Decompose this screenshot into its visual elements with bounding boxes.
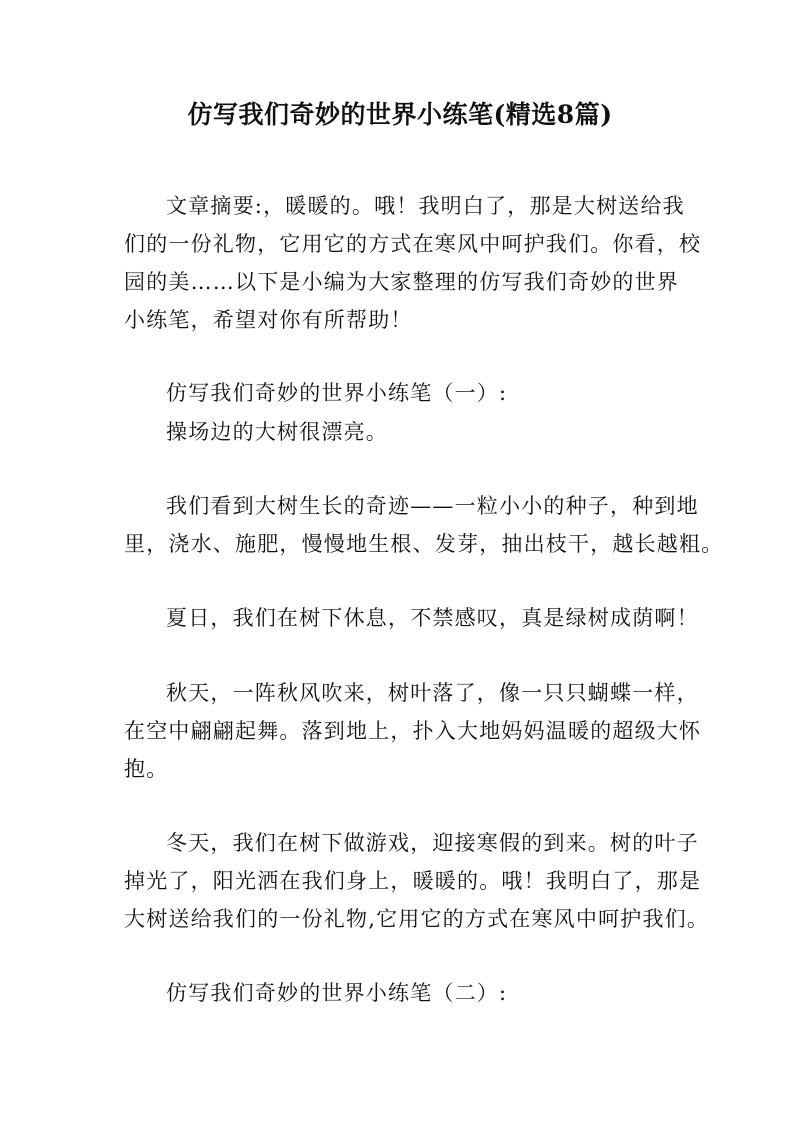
summary-line-4: 小练笔，希望对你有所帮助！ <box>124 308 413 332</box>
document-title: 仿写我们奇妙的世界小练笔(精选8篇) <box>187 100 613 129</box>
summary-line-3: 园的美……以下是小编为大家整理的仿写我们奇妙的世界 <box>124 270 679 294</box>
paragraph-line: 抱。 <box>124 757 169 781</box>
section-heading-2: 仿写我们奇妙的世界小练笔（二）: <box>166 981 508 1005</box>
summary-line-2: 们的一份礼物，它用它的方式在寒风中呵护我们。你看，校 <box>124 232 702 256</box>
paragraph-line: 掉光了，阳光洒在我们身上，暖暖的。哦！我明白了，那是 <box>124 869 702 893</box>
section-heading-1: 仿写我们奇妙的世界小练笔（一）: <box>166 381 508 405</box>
paragraph-line: 里，浇水、施肥，慢慢地生根、发芽，抽出枝干，越长越粗。 <box>124 532 724 556</box>
paragraph-line: 我们看到大树生长的奇迹——一粒小小的种子，种到地 <box>166 494 699 518</box>
paragraph-line: 秋天，一阵秋风吹来，树叶落了，像一只只蝴蝶一样， <box>166 681 699 705</box>
paragraph-line: 冬天，我们在树下做游戏，迎接寒假的到来。树的叶子 <box>166 831 699 855</box>
paragraph-line: 夏日，我们在树下休息，不禁感叹，真是绿树成荫啊！ <box>166 606 699 630</box>
paragraph-line: 操场边的大树很漂亮。 <box>166 420 388 444</box>
paragraph-line: 在空中翩翩起舞。落到地上，扑入大地妈妈温暖的超级大怀 <box>124 719 702 743</box>
summary-line-1: 文章摘要:，暖暖的。哦！我明白了，那是大树送给我 <box>166 194 685 218</box>
paragraph-line: 大树送给我们的一份礼物,它用它的方式在寒风中呵护我们。 <box>124 907 710 931</box>
